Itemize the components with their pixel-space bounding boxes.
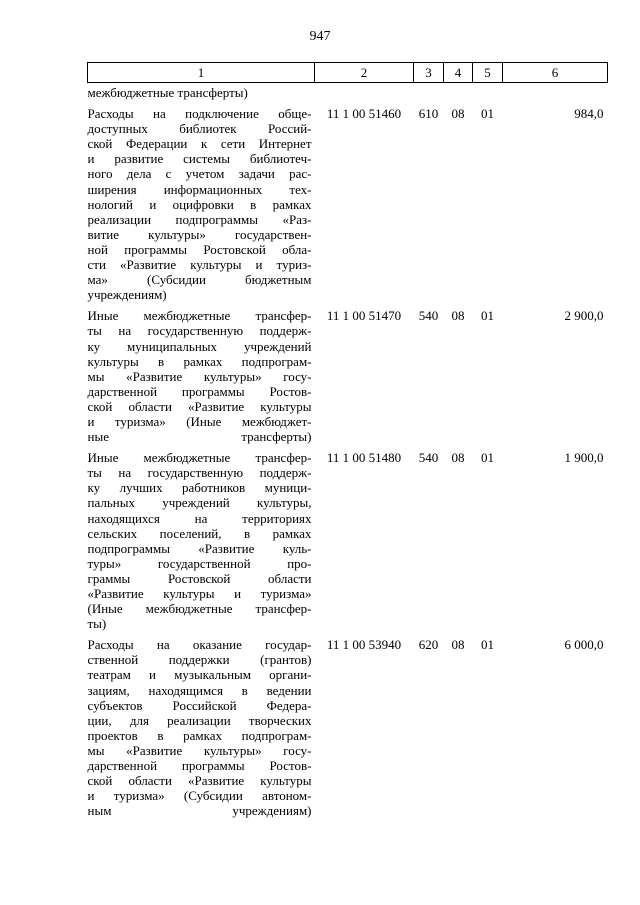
- row-expense-type: 540: [418, 308, 439, 324]
- row-expense-type: 620: [418, 637, 439, 653]
- row-expense-type: 610: [418, 106, 439, 122]
- row-description: Расходы на оказание государ- ственной поддержки (грантов) театрам и музыкальным органи- зациям, находящимся в ведении субъектов Российской Федера- ции, для реализации творческих проектов в рамках подпрограм- мы «Развитие культуры» госу- дарственной программы Ростов- ской области «Развитие культуры и туризма» (Субсидии автоном- ным учреждениям): [87, 637, 312, 819]
- header-col-5: 5: [473, 63, 503, 83]
- row-subsection: 01: [481, 308, 494, 324]
- row-target-code: 11 1 00 51480: [326, 450, 402, 466]
- row-target-code: 11 1 00 53940: [326, 637, 402, 653]
- row-subsection: 01: [481, 450, 494, 466]
- header-col-1: 1: [88, 63, 315, 83]
- continuation-row: [88, 83, 608, 107]
- table-row: [88, 106, 608, 302]
- row-amount: 1 900,0: [564, 450, 604, 466]
- table-row: [88, 450, 608, 631]
- header-row: [88, 63, 608, 83]
- row-amount: 6 000,0: [564, 637, 604, 653]
- page-number: 947: [309, 29, 331, 44]
- table-row: [88, 308, 608, 444]
- row-amount: 2 900,0: [564, 308, 604, 324]
- header-col-3: 3: [414, 63, 444, 83]
- header-col-4: 4: [444, 63, 473, 83]
- table-row: [88, 637, 608, 818]
- row-description: Иные межбюджетные трансфер- ты на государственную поддерж- ку муниципальных учреждений культуры в рамках подпрограм- мы «Развитие культуры» госу- дарственной программы Ростов- ской области «Развитие культуры и туризма» (Иные межбюджет- ные трансферты): [87, 308, 312, 445]
- row-section: 08: [451, 308, 465, 324]
- row-section: 08: [451, 637, 465, 653]
- header-col-2: 2: [315, 63, 414, 83]
- row-section: 08: [451, 450, 465, 466]
- continuation-text: межбюджетные трансферты): [87, 85, 248, 100]
- row-description: Расходы на подключение обще- доступных библиотек Россий- ской Федерации к сети Интернет и развитие системы библиотеч- ного дела с учетом задачи рас- ширения информационных тех- нологий и оцифровки в рамках реализации подпрограммы «Раз- витие культуры» государствен- ной программы Ростовской обла- сти «Развитие культуры и туриз- ма» (Субсидии бюджетным учреждениям): [87, 106, 312, 303]
- row-section: 08: [451, 106, 465, 122]
- row-expense-type: 540: [418, 450, 439, 466]
- header-col-6: 6: [503, 63, 608, 83]
- row-subsection: 01: [481, 106, 494, 122]
- row-description: Иные межбюджетные трансфер- ты на государственную поддерж- ку лучших работников муници- пальных учреждений культуры, находящихся на территориях сельских поселений, в рамках подпрограммы «Развитие куль- туры» государственной про- граммы Ростовской области «Развитие культуры и туризма» (Иные межбюджетные трансфер- ты): [87, 450, 312, 632]
- budget-table: [87, 62, 608, 818]
- row-target-code: 11 1 00 51470: [326, 308, 402, 324]
- row-subsection: 01: [481, 637, 494, 653]
- row-amount: 984,0: [574, 106, 604, 122]
- row-target-code: 11 1 00 51460: [326, 106, 402, 122]
